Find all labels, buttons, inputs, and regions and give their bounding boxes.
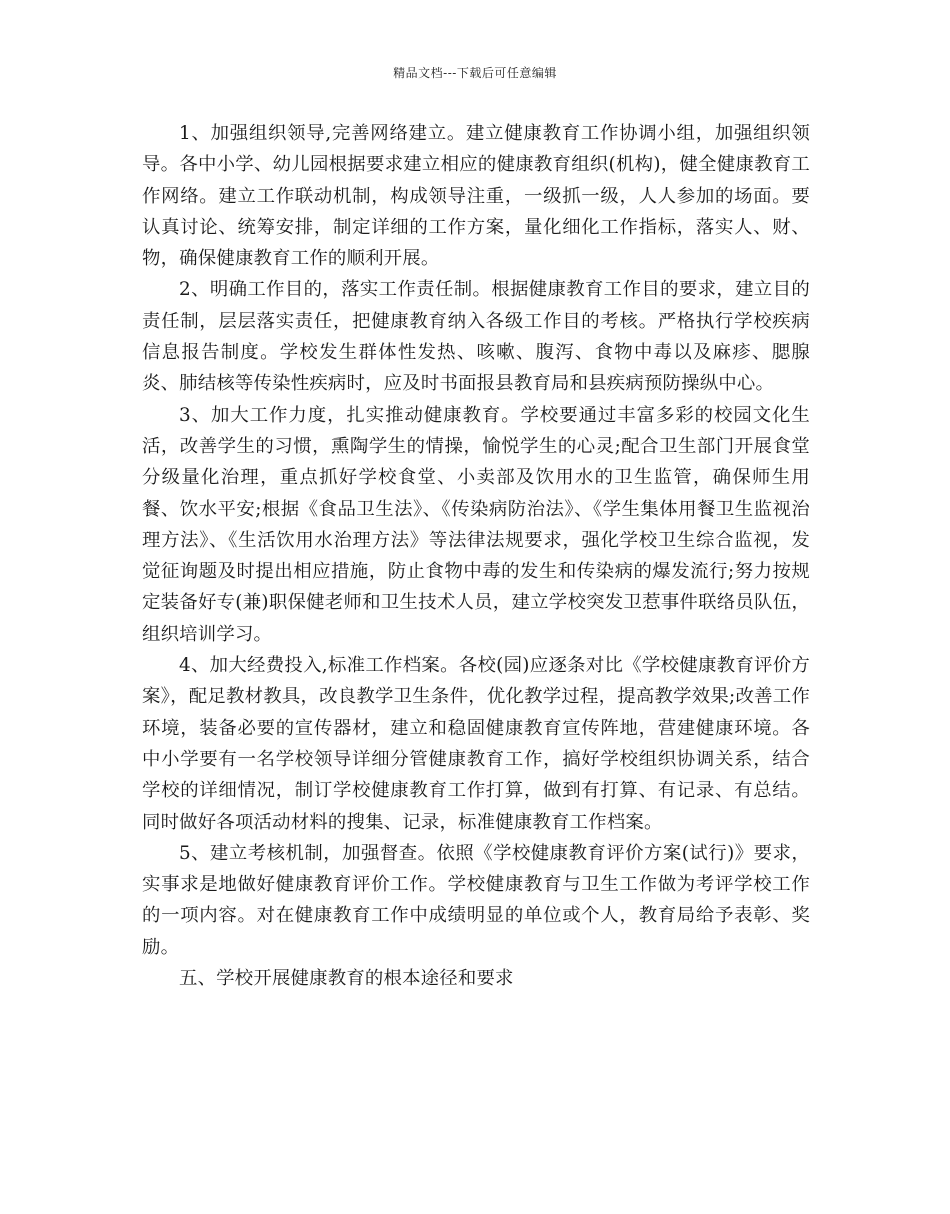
section-heading: 五、学校开展健康教育的根本途径和要求 (179, 968, 514, 990)
paragraph-2: 2、明确工作目的，落实工作责任制。根据健康教育工作目的要求，建立目的责任制，层层落实责任，把健康教育纳入各级工作目的考核。严格执行学校疾病信息报告制度。学校发生群体性发热、咳嗽、腹泻、食物中毒以及麻疹、腮腺炎、肺结核等传染性疾病时，应及时书面报县教育局和县疾病预防操纵中心。 (142, 279, 810, 395)
paragraph-1: 1、加强组织领导,完善网络建立。建立健康教育工作协调小组，加强组织领导。各中小学、幼儿园根据要求建立相应的健康教育组织(机构)，健全健康教育工作网络。建立工作联动机制，构成领导注重，一级抓一级，人人参加的场面。要认真讨论、统筹安排，制定详细的工作方案，量化细化工作指标，落实人、财、物，确保健康教育工作的顺利开展。 (142, 123, 810, 270)
document-body (142, 118, 810, 994)
page-header: 精品文档---下载后可任意编辑 (393, 66, 557, 80)
paragraph-5: 5、建立考核机制，加强督查。依照《学校健康教育评价方案(试行)》要求，实事求是地做好健康教育评价工作。学校健康教育与卫生工作做为考评学校工作的一项内容。对在健康教育工作中成绩明显的单位或个人，教育局给予表彰、奖励。 (142, 842, 810, 958)
paragraph-3: 3、加大工作力度，扎实推动健康教育。学校要通过丰富多彩的校园文化生活，改善学生的习惯，熏陶学生的情操，愉悦学生的心灵;配合卫生部门开展食堂分级量化治理，重点抓好学校食堂、小卖部及饮用水的卫生监管，确保师生用餐、饮水平安;根据《食品卫生法》、《传染病防治法》、《学生集体用餐卫生监视治理方法》、《生活饮用水治理方法》等法律法规要求，强化学校卫生综合监视，发觉征询题及时提出相应措施，防止食物中毒的发生和传染病的爆发流行;努力按规定装备好专(兼)职保健老师和卫生技术人员，建立学校突发卫惹事件联络员队伍，组织培训学习。 (142, 404, 810, 645)
paragraph-4: 4、加大经费投入,标准工作档案。各校(园)应逐条对比《学校健康教育评价方案》，配足教材教具，改良教学卫生条件，优化教学过程，提高教学效果;改善工作环境，装备必要的宣传器材，建立和稳固健康教育宣传阵地，营建健康环境。各中小学要有一名学校领导详细分管健康教育工作，搞好学校组织协调关系，结合学校的详细情况，制订学校健康教育工作打算，做到有打算、有记录、有总结。同时做好各项活动材料的搜集、记录，标准健康教育工作档案。 (142, 655, 810, 833)
